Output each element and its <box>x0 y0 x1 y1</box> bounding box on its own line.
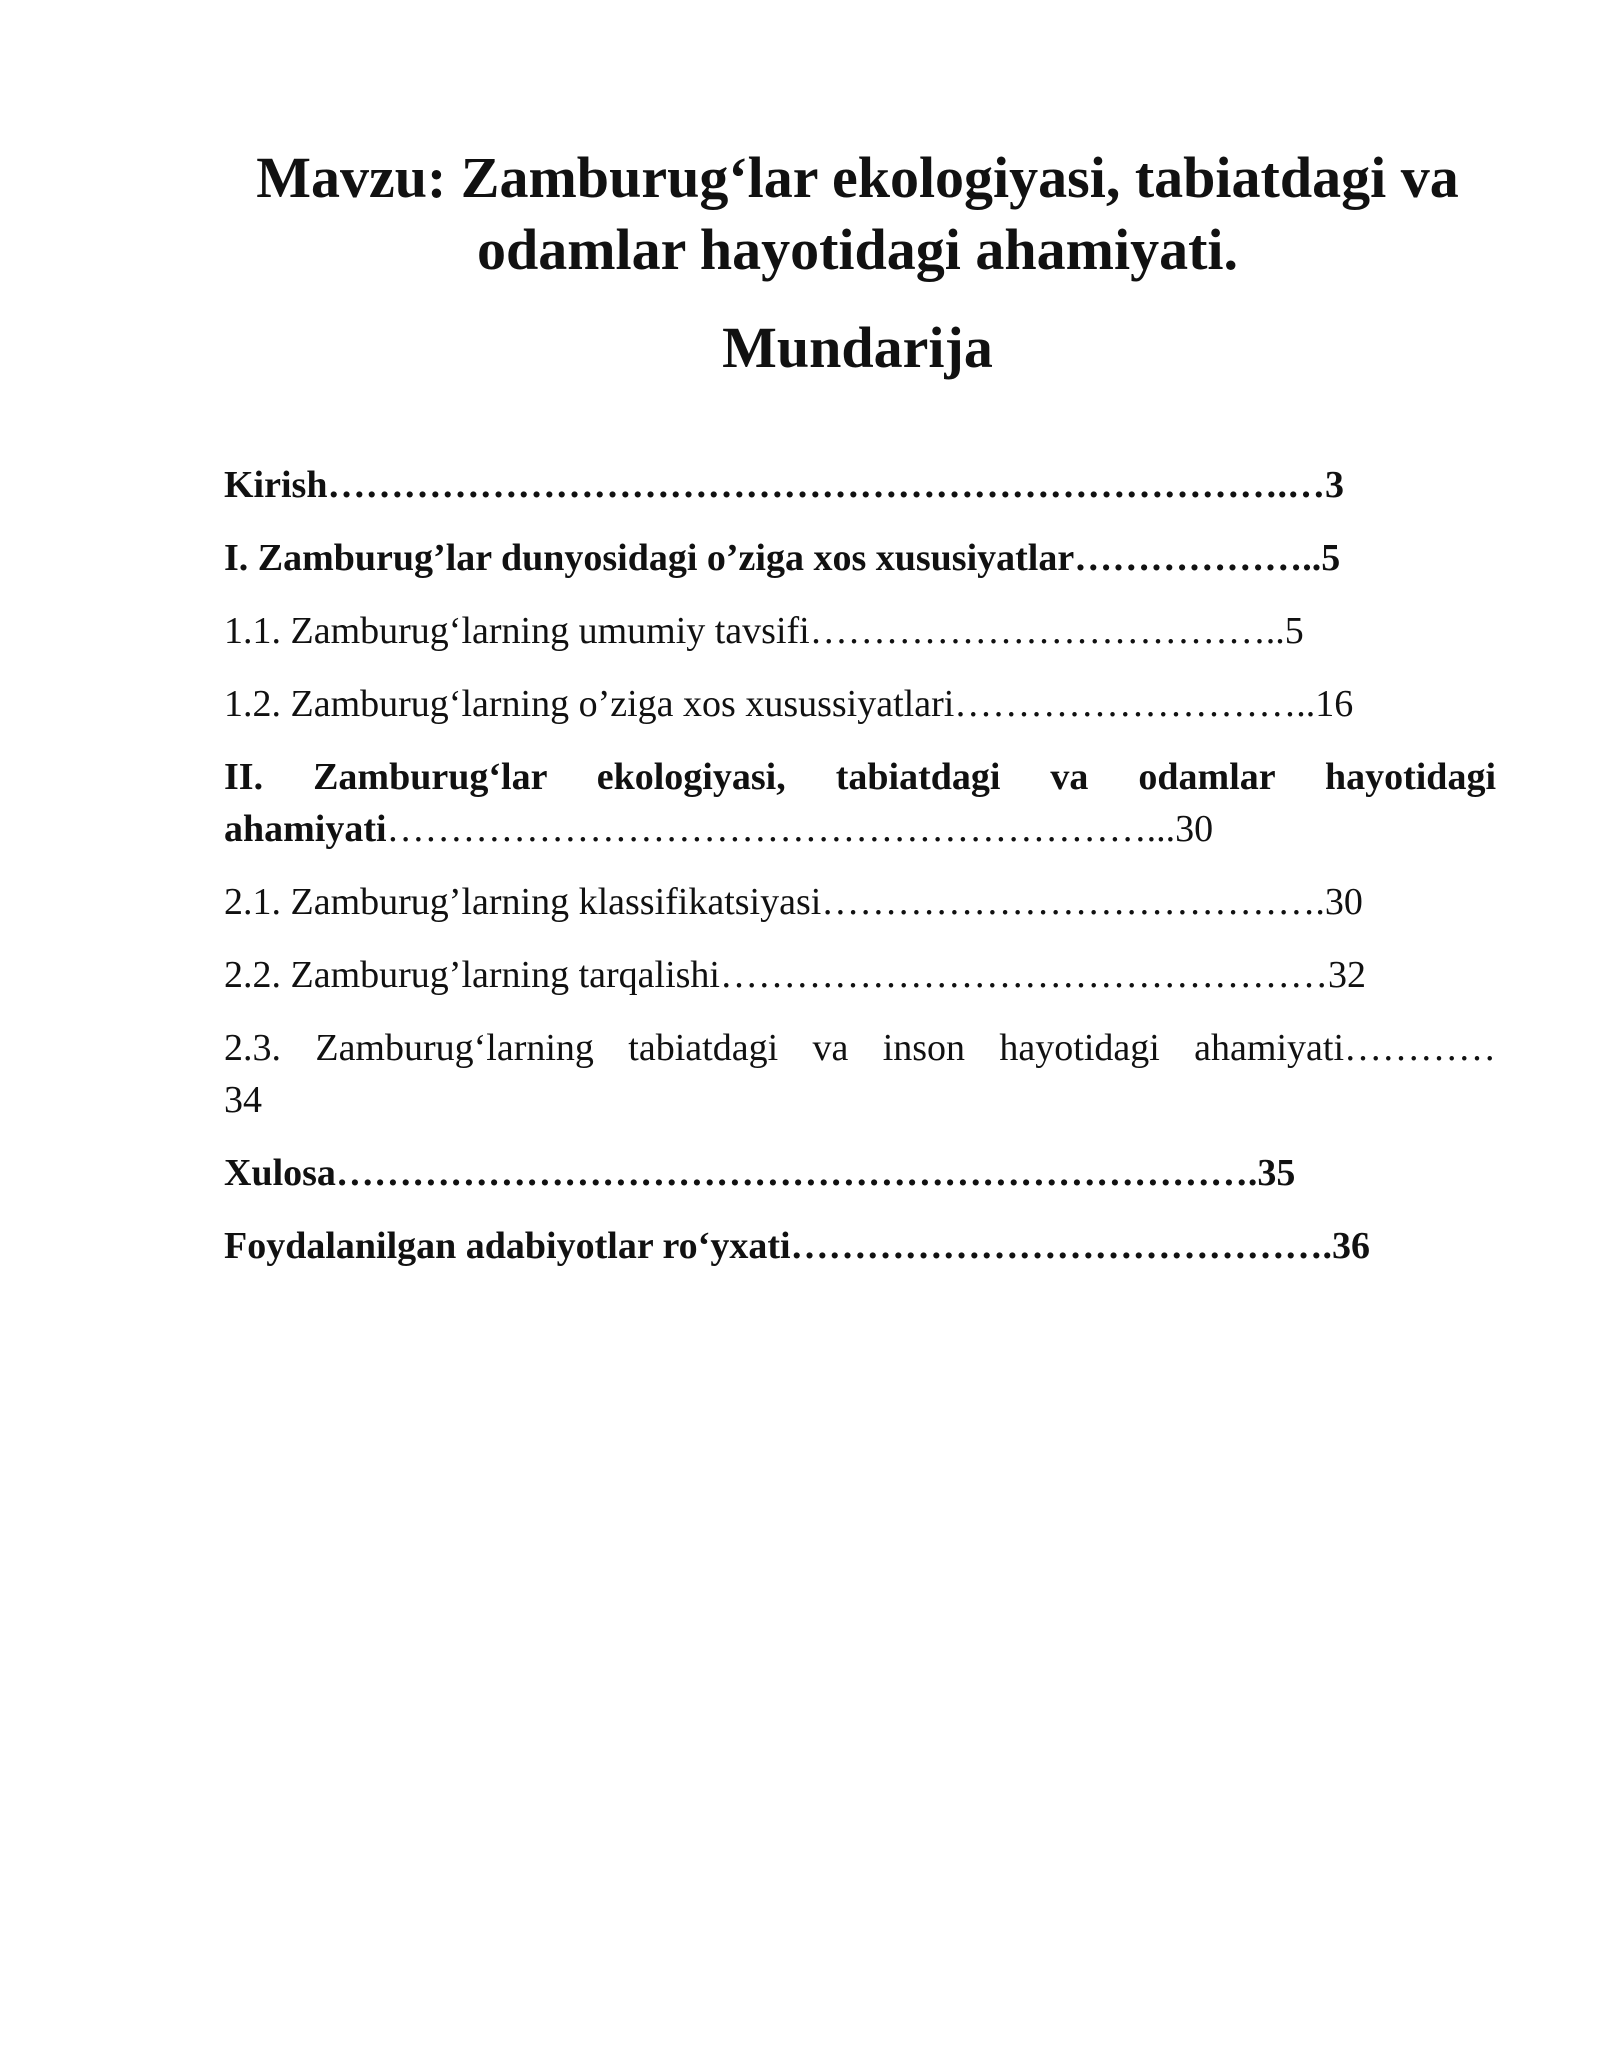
toc-entry-2-3-page: 34 <box>224 1079 262 1121</box>
toc-entry-chapter-2-line-1: II. Zamburug‘lar ekologiyasi, tabiatdagi va odamlar hayotidagi <box>224 756 1496 798</box>
toc-entry-1-2: 1.2. Zamburug‘larning o’ziga xos xusussiyatlari………………………..16 <box>224 683 1354 725</box>
toc-entry-2-1: 2.1. Zamburug’larning klassifikatsiyasi………………………………….30 <box>224 881 1363 923</box>
toc-entry-adabiyotlar: Foydalanilgan adabiyotlar ro‘yxati…………………………………….36 <box>224 1225 1371 1267</box>
toc-entry-chapter-1: I. Zamburug’lar dunyosidagi o’ziga xos xususiyatlar………………..5 <box>224 537 1341 579</box>
toc-entry-chapter-2-word: ahamiyati <box>224 808 387 850</box>
toc-entry-xulosa: Xulosa……………………………………………………………….35 <box>224 1152 1296 1194</box>
document-title: Mavzu: Zamburug‘lar ekologiyasi, tabiatdagi va odamlar hayotidagi ahamiyati. <box>256 145 1459 282</box>
toc-entry-1-1: 1.1. Zamburug‘larning umumiy tavsifi………………………………..5 <box>224 610 1304 652</box>
toc-entry-2-2: 2.2. Zamburug’larning tarqalishi…………………………………………32 <box>224 954 1366 996</box>
toc-entry-chapter-2-leader: ……………………………………………………...30 <box>386 808 1214 850</box>
toc-heading: Mundarija <box>722 315 993 380</box>
toc-entry-kirish: Kirish………………………………………………………………….…3 <box>224 464 1344 506</box>
toc-entry-chapter-2-line-2 <box>224 804 1213 854</box>
toc-entry-2-3-line-1: 2.3. Zamburug‘larning tabiatdagi va inson hayotidagi ahamiyati………… <box>224 1027 1496 1069</box>
